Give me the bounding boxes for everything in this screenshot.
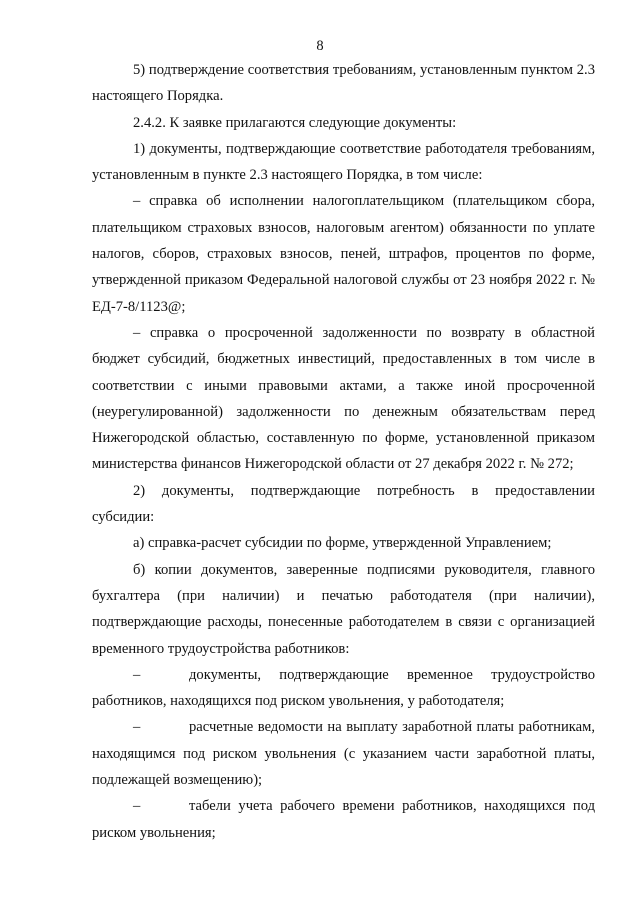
dash-marker: – — [133, 666, 141, 683]
paragraph-debt-certificate: – справка о просроченной задолженности по возврату в областной бюджет субсидий, бюджетных инвестиций, предоставленных в том числе в соответствии с иными правовыми актами, а также иной просроченной (неурегулированной) задолженности по денежным обязательствам перед Нижегородской областью, составленную по форме, установленной приказом министерства финансов Нижегородской области от 27 декабря 2022 г. № 272; — [92, 324, 595, 473]
dash-item — [92, 714, 595, 793]
dash-marker: – — [133, 798, 141, 815]
paragraph-item-b: б) копии документов, заверенные подписями руководителя, главного бухгалтера (при наличии) и печатью работодателя (при наличии), подтверждающие расходы, понесенные работодателем в связи с организацией временного трудоустройства работников: — [92, 561, 595, 657]
document-body — [92, 57, 595, 846]
dash-marker: – — [133, 719, 141, 736]
paragraph-item-1: 1) документы, подтверждающие соответствие работодателя требованиям, установленным в пункте 2.3 настоящего Порядка, в том числе: — [92, 140, 595, 184]
dash-item-text: документы, подтверждающие временное трудоустройство работников, находящихся под риском увольнения, у работодателя; — [92, 666, 595, 710]
dash-item-text: табели учета рабочего времени работников, находящихся под риском увольнения; — [92, 798, 595, 841]
paragraph-2-4-2: 2.4.2. К заявке прилагаются следующие документы: — [133, 114, 457, 131]
page-number: 8 — [316, 38, 324, 54]
dash-item-text: расчетные ведомости на выплату заработной платы работникам, находящимся под риском увольнения (с указанием части заработной платы, подлежащей возмещению); — [92, 719, 595, 789]
paragraph-tax-certificate: – справка об исполнении налогоплательщиком (плательщиком сбора, плательщиком страховых взносов, налоговым агентом) обязанности по уплате налогов, сборов, страховых взносов, пеней, штрафов, процентов по форме, утвержденной приказом Федеральной налоговой службы от 23 ноября 2022 г. № ЕД-7-8/1123@; — [92, 193, 595, 315]
paragraph-item-a: а) справка-расчет субсидии по форме, утвержденной Управлением; — [133, 535, 552, 552]
dash-item — [92, 662, 595, 715]
paragraph-item-5: 5) подтверждение соответствия требованиям, установленным пунктом 2.3 настоящего Порядка. — [92, 62, 595, 105]
dash-item — [92, 793, 595, 846]
paragraph-item-2: 2) документы, подтверждающие потребность в предоставлении субсидии: — [92, 482, 595, 526]
